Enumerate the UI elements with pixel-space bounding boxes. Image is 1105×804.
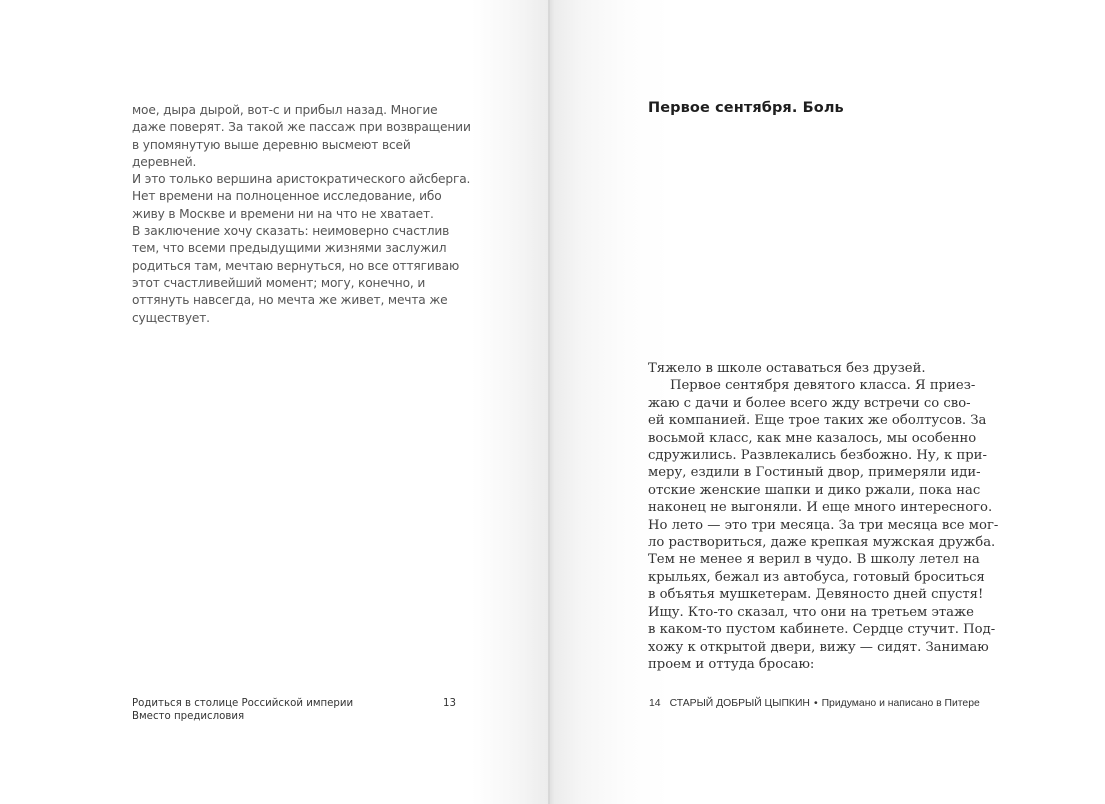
body-line: хожу к открытой двери, вижу — сидят. Занимаю [648, 639, 989, 655]
body-line: проем и оттуда бросаю: [648, 656, 815, 672]
running-title-book: СТАРЫЙ ДОБРЫЙ ЦЫПКИН [669, 698, 810, 709]
body-line: родиться там, мечтаю вернуться, но все оттягиваю [132, 258, 460, 273]
body-line: Тяжело в школе оставаться без друзей. [648, 361, 926, 376]
body-line: крыльях, бежал из автобуса, готовый броситься [648, 569, 985, 585]
body-line: ло раствориться, даже крепкая мужская дружба. [648, 535, 996, 551]
running-title-section: Вместо предисловия [132, 710, 245, 722]
page-number: 14 [649, 698, 661, 709]
body-line: в упомянутую выше деревню высмеют всей [132, 137, 411, 152]
body-line: меру, ездили в Гостиный двор, примеряли иди- [648, 465, 981, 481]
page-number: 13 [443, 698, 456, 709]
body-line: Тем не менее я верил в чудо. В школу летел на [648, 552, 980, 568]
body-line: даже поверят. За такой же пассаж при возвращении [132, 120, 471, 135]
body-line: жаю с дачи и более всего жду встречи со сво- [648, 395, 971, 411]
body-line: В заключение хочу сказать: неимоверно счастлив [132, 224, 450, 239]
right-page-footer [649, 698, 980, 711]
left-page [0, 0, 549, 804]
running-title-chapter: Родиться в столице Российской империи [132, 698, 354, 709]
body-line: оттянуть навсегда, но мечта же живет, мечта же [132, 293, 448, 308]
body-line: ей компанией. Еще трое таких же оболтусов. За [648, 413, 987, 429]
body-line: этот счастливейший момент; могу, конечно, и [132, 275, 426, 290]
body-line: отские женские шапки и дико ржали, пока нас [648, 482, 981, 498]
bullet-separator: • [813, 698, 818, 709]
body-line: Нет времени на полноценное исследование, ибо [132, 189, 442, 204]
page-gutter [548, 0, 550, 804]
body-line: Но лето — это три месяца. За три месяца все мог- [648, 517, 999, 533]
running-title-section: Придумано и написано в Питере [821, 698, 980, 709]
body-line: в объятья мушкетерам. Девяносто дней спустя! [648, 587, 984, 603]
body-line: Ищу. Кто-то сказал, что они на третьем этаже [648, 604, 974, 620]
body-line: существует. [132, 310, 210, 325]
left-page-footer [132, 698, 456, 723]
body-line: живу в Москве и времени ни на что не хватает. [132, 206, 434, 221]
body-line: Первое сентября девятого класса. Я приез- [670, 378, 976, 394]
body-line: сдружились. Развлекались безбожно. Ну, к при- [648, 448, 987, 464]
body-line: восьмой класс, как мне казалось, мы особенно [648, 430, 977, 446]
left-page-body [132, 102, 471, 327]
chapter-title: Первое сентября. Боль [648, 100, 844, 116]
body-line: деревней. [132, 154, 197, 169]
body-line: в каком-то пустом кабинете. Сердце стучит. Под- [648, 622, 996, 638]
body-line: И это только вершина аристократического айсберга. [132, 172, 471, 187]
body-line: мое, дыра дырой, вот-с и прибыл назад. Многие [132, 103, 438, 117]
body-line: наконец не выгоняли. И еще много интересного. [648, 500, 993, 516]
body-line: тем, что всеми предыдущими жизнями заслужил [132, 241, 447, 256]
right-page-body [648, 360, 999, 673]
